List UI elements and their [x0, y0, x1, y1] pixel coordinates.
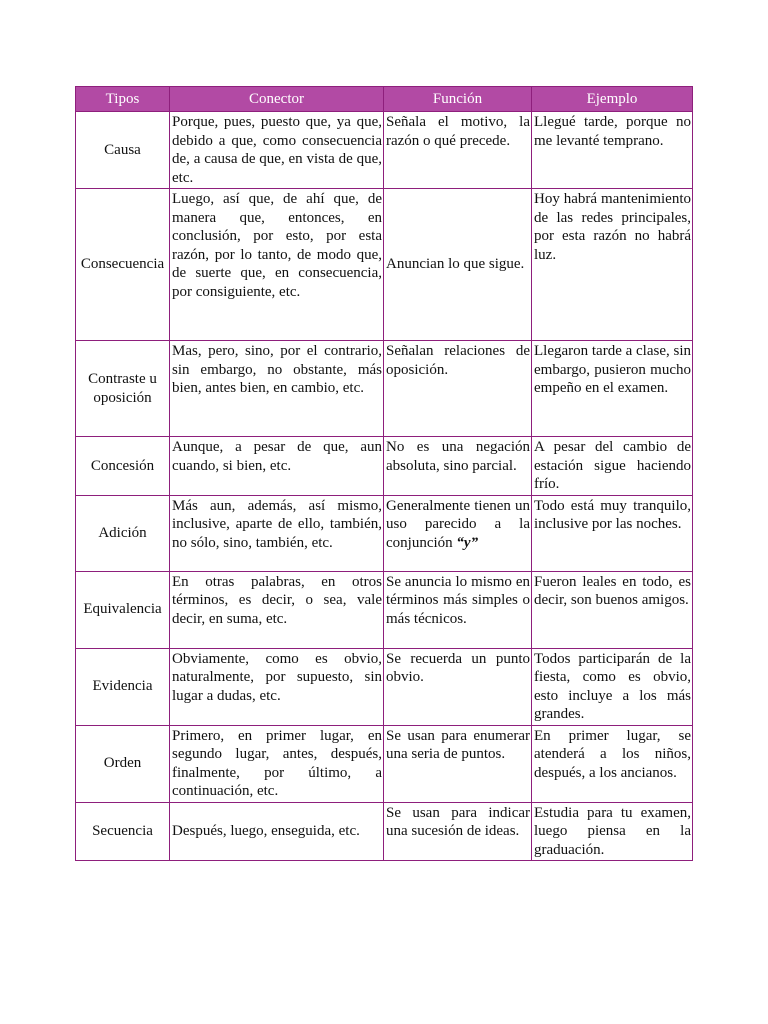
- table-row: [76, 112, 693, 189]
- table-row: [76, 571, 693, 648]
- conector-cell: Luego, así que, de ahí que, de manera que, entonces, en conclusión, por esto, por esta razón, por lo tanto, de modo que, de suerte que, en consecuencia, por consiguiente, etc.: [170, 189, 384, 341]
- header-row: [76, 87, 693, 112]
- conector-cell: Aunque, a pesar de que, aun cuando, si bien, etc.: [170, 437, 384, 496]
- conector-cell: Después, luego, enseguida, etc.: [170, 802, 384, 861]
- table-body: [76, 112, 693, 861]
- ejemplo-cell: En primer lugar, se atenderá a los niños, después, a los ancianos.: [532, 725, 693, 802]
- table-row: [76, 437, 693, 496]
- tipo-cell: Equivalencia: [76, 571, 170, 648]
- table-row: [76, 648, 693, 725]
- tipo-cell: Concesión: [76, 437, 170, 496]
- tipo-cell: Orden: [76, 725, 170, 802]
- funcion-cell: [384, 495, 532, 571]
- header-tipos: Tipos: [76, 87, 170, 112]
- table-row: [76, 189, 693, 341]
- ejemplo-cell: Estudia para tu examen, luego piensa en la graduación.: [532, 802, 693, 861]
- funcion-cell: Se usan para enumerar una seria de puntos.: [384, 725, 532, 802]
- funcion-text: Generalmente tienen un uso parecido a la conjunción: [386, 497, 530, 551]
- funcion-cell: Anuncian lo que sigue.: [384, 189, 532, 341]
- tipo-cell: Secuencia: [76, 802, 170, 861]
- tipo-cell: Contraste u oposición: [76, 341, 170, 437]
- conector-cell: En otras palabras, en otros términos, es decir, o sea, vale decir, en suma, etc.: [170, 571, 384, 648]
- table-row: [76, 495, 693, 571]
- funcion-cell: Señala el motivo, la razón o qué precede.: [384, 112, 532, 189]
- funcion-cell: Se usan para indicar una sucesión de ideas.: [384, 802, 532, 861]
- ejemplo-cell: Fueron leales en todo, es decir, son buenos amigos.: [532, 571, 693, 648]
- header-funcion: Función: [384, 87, 532, 112]
- ejemplo-cell: Todo está muy tranquilo, inclusive por las noches.: [532, 495, 693, 571]
- conector-cell: Más aun, además, así mismo, inclusive, aparte de ello, también, no sólo, sino, también, etc.: [170, 495, 384, 571]
- ejemplo-cell: Llegaron tarde a clase, sin embargo, pusieron mucho empeño en el examen.: [532, 341, 693, 437]
- conjuncion-y: “y”: [456, 534, 479, 551]
- header-ejemplo: Ejemplo: [532, 87, 693, 112]
- conector-cell: Obviamente, como es obvio, naturalmente, por supuesto, sin lugar a dudas, etc.: [170, 648, 384, 725]
- conector-cell: Porque, pues, puesto que, ya que, debido a que, como consecuencia de, a causa de que, en vista de que, etc.: [170, 112, 384, 189]
- funcion-cell: Se recuerda un punto obvio.: [384, 648, 532, 725]
- funcion-cell: Se anuncia lo mismo en términos más simples o más técnicos.: [384, 571, 532, 648]
- table-header: [76, 87, 693, 112]
- ejemplo-cell: Hoy habrá mantenimiento de las redes principales, por esta razón no habrá luz.: [532, 189, 693, 341]
- table-row: [76, 802, 693, 861]
- ejemplo-cell: Llegué tarde, porque no me levanté temprano.: [532, 112, 693, 189]
- tipo-cell: Adición: [76, 495, 170, 571]
- header-conector: Conector: [170, 87, 384, 112]
- funcion-cell: No es una negación absoluta, sino parcial.: [384, 437, 532, 496]
- conector-cell: Primero, en primer lugar, en segundo lugar, antes, después, finalmente, por último, a continuación, etc.: [170, 725, 384, 802]
- tipo-cell: Evidencia: [76, 648, 170, 725]
- table-row: [76, 725, 693, 802]
- tipo-cell: Consecuencia: [76, 189, 170, 341]
- conector-cell: Mas, pero, sino, por el contrario, sin embargo, no obstante, más bien, antes bien, en cambio, etc.: [170, 341, 384, 437]
- table-row: [76, 341, 693, 437]
- tipo-cell: Causa: [76, 112, 170, 189]
- funcion-cell: Señalan relaciones de oposición.: [384, 341, 532, 437]
- connectors-table: [75, 86, 693, 861]
- ejemplo-cell: A pesar del cambio de estación sigue haciendo frío.: [532, 437, 693, 496]
- ejemplo-cell: Todos participarán de la fiesta, como es obvio, esto incluye a los más grandes.: [532, 648, 693, 725]
